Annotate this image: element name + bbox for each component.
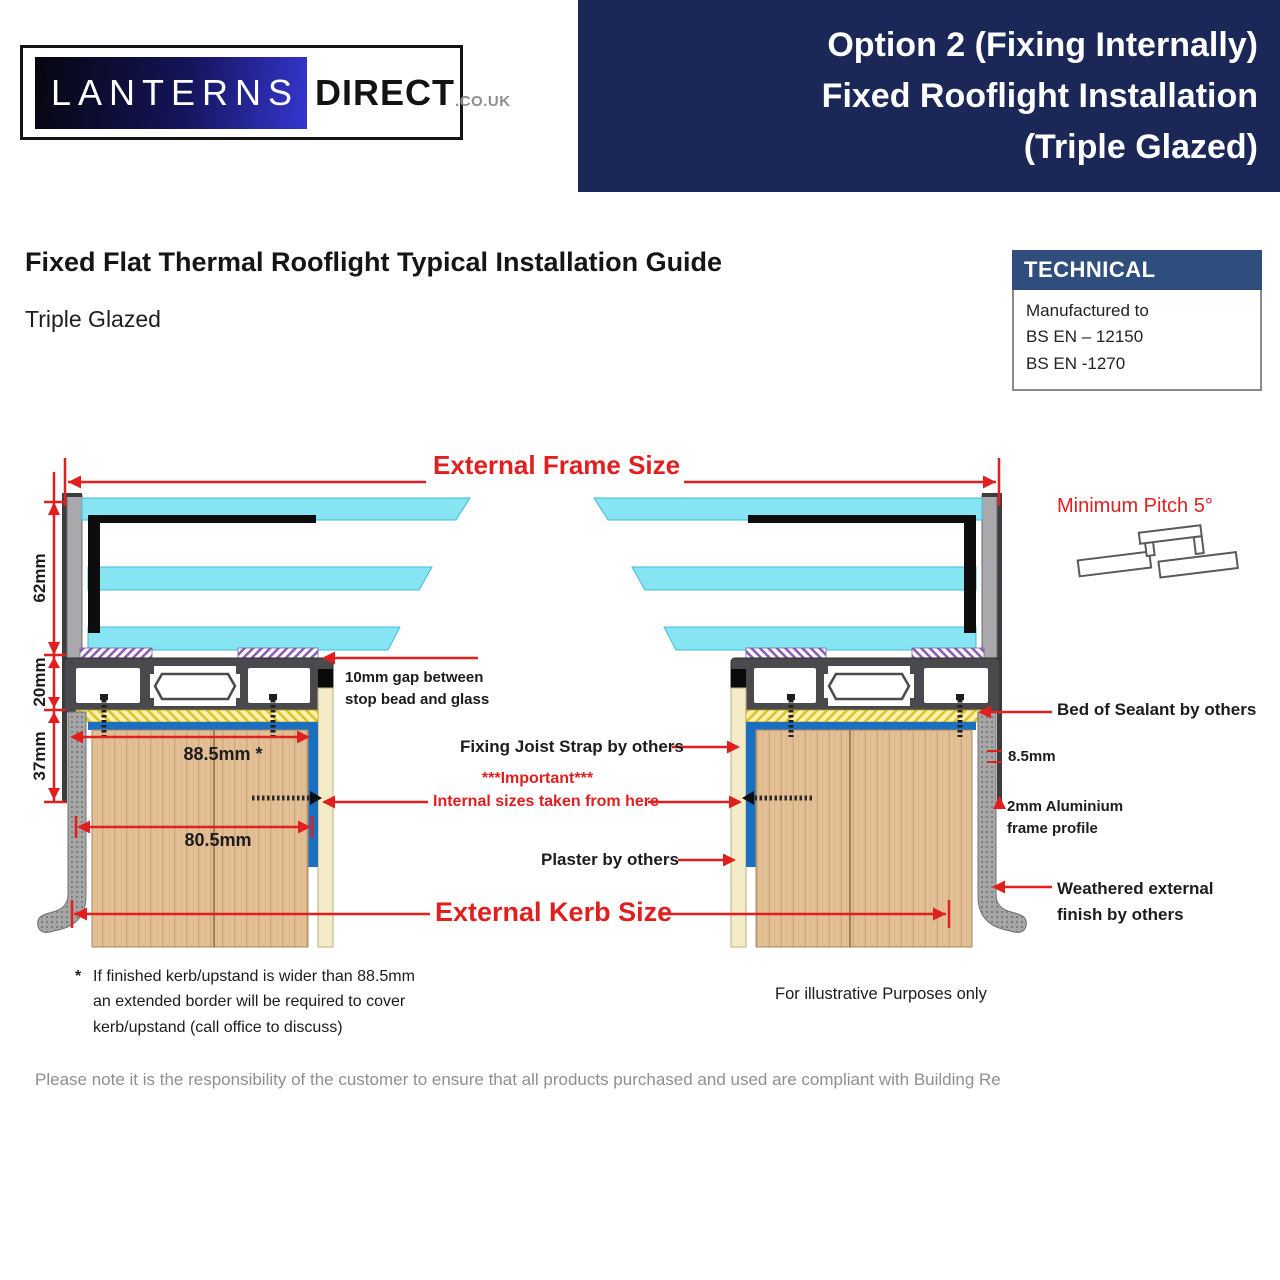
dimension-62mm: 62mm [30, 553, 49, 603]
profile-chamber [248, 668, 310, 703]
external-kerb-size-label: External Kerb Size [435, 897, 673, 927]
technical-header: TECHNICAL [1012, 250, 1262, 290]
minimum-pitch-label: Minimum Pitch 5° [1057, 495, 1213, 517]
stop-bead [318, 669, 333, 688]
footnote-line-3: kerb/upstand (call office to discuss) [93, 1018, 343, 1036]
fixing-joist-label: Fixing Joist Strap by others [460, 737, 684, 756]
dimension-37mm: 37mm [30, 731, 49, 781]
footnote-line-1: If finished kerb/upstand is wider than 88.5mm [93, 968, 415, 985]
technical-line-3: BS EN -1270 [1026, 353, 1126, 373]
dimension-88-5mm: 88.5mm * [183, 744, 263, 764]
frame-body [67, 495, 82, 658]
alu-profile-label [1007, 796, 1123, 840]
weathered-line-2: finish by others [1057, 904, 1184, 924]
gap-note-line-2: stop bead and glass [345, 690, 490, 708]
external-frame-size-label: External Frame Size [433, 450, 681, 480]
page-title: Fixed Flat Thermal Rooflight Typical Installation Guide [25, 247, 723, 277]
glass-pane-bottom [88, 627, 400, 650]
cross-section-right [594, 493, 1026, 947]
membrane-horizontal [88, 722, 318, 730]
plaster-label: Plaster by others [541, 850, 679, 869]
screw [269, 694, 277, 700]
dimension-80-5mm: 80.5mm [184, 830, 252, 850]
compliance-note: Please note it is the responsibility of the customer to ensure that all products purchased and used are compliant with Building Re [35, 1070, 1001, 1089]
banner-line-2: Fixed Rooflight Installation [821, 76, 1258, 115]
page-subtitle: Triple Glazed [25, 306, 161, 332]
footnote-line-2: an extended border will be required to cover [93, 993, 406, 1011]
illustrative-note: For illustrative Purposes only [775, 985, 987, 1003]
weathered-line-1: Weathered external [1057, 879, 1214, 898]
alu-profile-line-1: 2mm Aluminium [1007, 798, 1124, 815]
gap-note [345, 667, 489, 711]
bed-of-sealant-label: Bed of Sealant by others [1057, 700, 1257, 719]
glass-pane-middle [88, 567, 432, 590]
cross-section-left [38, 493, 470, 947]
logo-tld-text: .CO.UK [455, 93, 511, 110]
sealant-bed [76, 710, 318, 722]
glass-spacer-horizontal [88, 515, 316, 523]
glass-spacer-vertical [88, 515, 100, 633]
minimum-pitch-sketch [1075, 521, 1238, 587]
aluminium-frame-profile [62, 493, 67, 803]
plasterboard-strip [318, 688, 333, 947]
alu-profile-line-2: frame profile [1007, 819, 1098, 837]
gap-note-line-1: 10mm gap between [345, 669, 484, 686]
thermal-break-chamber [155, 674, 235, 699]
technical-line-1: Manufactured to [1026, 301, 1149, 320]
footnote-asterisk: * [75, 968, 82, 985]
logo-direct-text: DIRECT [315, 71, 456, 113]
weathered-label [1057, 876, 1214, 927]
kerb-footnote [75, 964, 415, 1040]
important-label: ***Important*** [481, 770, 594, 787]
banner-line-1: Option 2 (Fixing Internally) [827, 25, 1258, 64]
dimension-8-5mm: 8.5mm [1008, 748, 1056, 765]
internal-sizes-label: Internal sizes taken from here [433, 793, 659, 810]
banner-line-3: (Triple Glazed) [1023, 127, 1258, 166]
screw [100, 694, 108, 700]
technical-line-2: BS EN – 12150 [1026, 327, 1144, 347]
dimension-20mm: 20mm [30, 657, 49, 707]
logo-lanterns-text: LANTERNS [35, 57, 307, 129]
